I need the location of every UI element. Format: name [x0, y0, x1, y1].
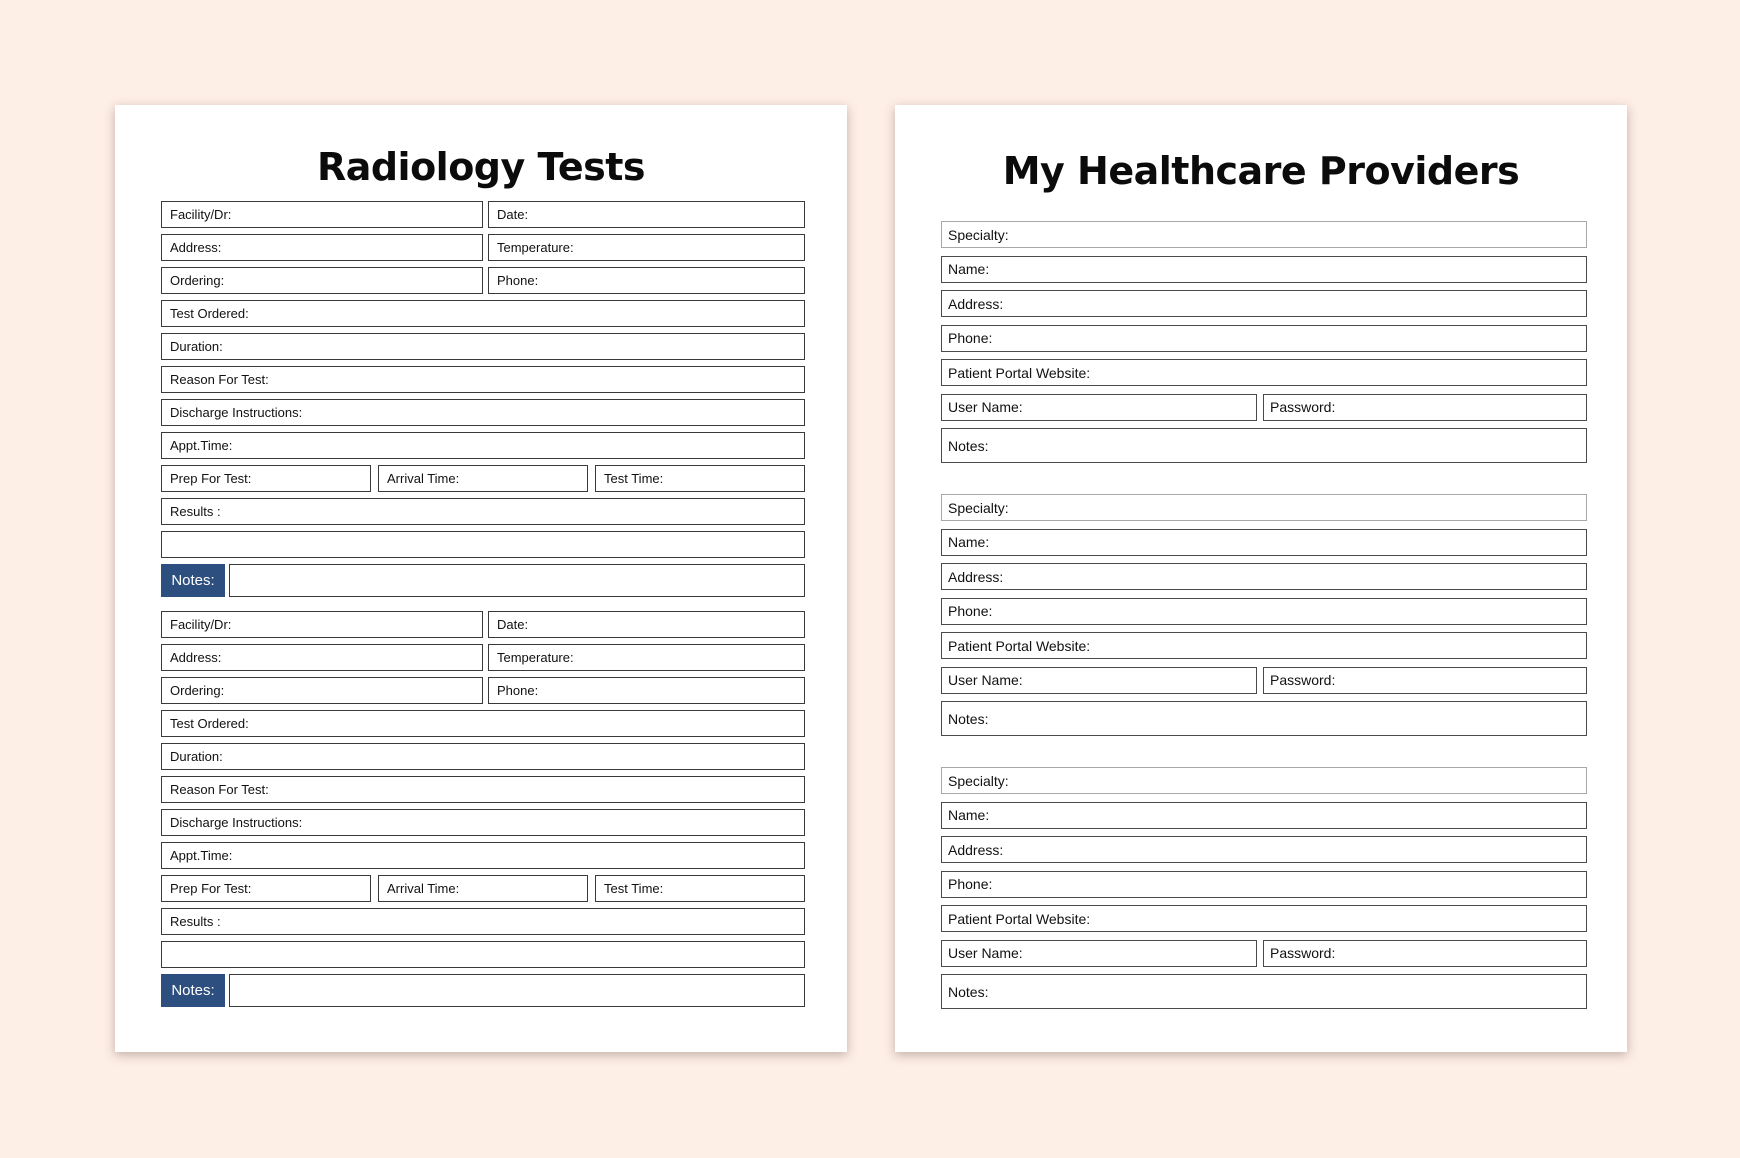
specialty-field[interactable]: Specialty:	[941, 767, 1587, 794]
test-ordered-field[interactable]: Test Ordered:	[161, 300, 805, 327]
arrival-field[interactable]: Arrival Time:	[378, 465, 588, 492]
page-title: Radiology Tests	[316, 145, 646, 189]
address-field[interactable]: Address:	[161, 644, 483, 671]
address-field[interactable]: Address:	[941, 290, 1587, 317]
test-time-field[interactable]: Test Time:	[595, 875, 805, 902]
page-title: My Healthcare Providers	[1002, 149, 1520, 193]
temperature-field[interactable]: Temperature:	[488, 234, 805, 261]
healthcare-providers-page	[895, 105, 1627, 1052]
duration-field[interactable]: Duration:	[161, 743, 805, 770]
prep-field[interactable]: Prep For Test:	[161, 465, 371, 492]
radiology-tests-page	[115, 105, 847, 1052]
prep-field[interactable]: Prep For Test:	[161, 875, 371, 902]
name-field[interactable]: Name:	[941, 529, 1587, 556]
notes-field[interactable]: Notes:	[941, 974, 1587, 1009]
ordering-field[interactable]: Ordering:	[161, 267, 483, 294]
address-field[interactable]: Address:	[941, 836, 1587, 863]
phone-field[interactable]: Phone:	[488, 267, 805, 294]
reason-field[interactable]: Reason For Test:	[161, 366, 805, 393]
facility-field[interactable]: Facility/Dr:	[161, 201, 483, 228]
notes-field[interactable]: Notes:	[941, 701, 1587, 736]
notes-label-badge: Notes:	[161, 974, 225, 1007]
reason-field[interactable]: Reason For Test:	[161, 776, 805, 803]
notes-field[interactable]	[229, 564, 805, 597]
name-field[interactable]: Name:	[941, 802, 1587, 829]
results-field[interactable]: Results :	[161, 908, 805, 935]
portal-field[interactable]: Patient Portal Website:	[941, 905, 1587, 932]
date-field[interactable]: Date:	[488, 611, 805, 638]
phone-field[interactable]: Phone:	[488, 677, 805, 704]
discharge-field[interactable]: Discharge Instructions:	[161, 809, 805, 836]
notes-label-badge: Notes:	[161, 564, 225, 597]
portal-field[interactable]: Patient Portal Website:	[941, 359, 1587, 386]
password-field[interactable]: Password:	[1263, 394, 1587, 421]
username-field[interactable]: User Name:	[941, 667, 1257, 694]
notes-field[interactable]: Notes:	[941, 428, 1587, 463]
test-time-field[interactable]: Test Time:	[595, 465, 805, 492]
portal-field[interactable]: Patient Portal Website:	[941, 632, 1587, 659]
specialty-field[interactable]: Specialty:	[941, 221, 1587, 248]
phone-field[interactable]: Phone:	[941, 871, 1587, 898]
results-extra-line[interactable]	[161, 941, 805, 968]
test-ordered-field[interactable]: Test Ordered:	[161, 710, 805, 737]
password-field[interactable]: Password:	[1263, 667, 1587, 694]
phone-field[interactable]: Phone:	[941, 598, 1587, 625]
name-field[interactable]: Name:	[941, 256, 1587, 283]
date-field[interactable]: Date:	[488, 201, 805, 228]
results-field[interactable]: Results :	[161, 498, 805, 525]
facility-field[interactable]: Facility/Dr:	[161, 611, 483, 638]
ordering-field[interactable]: Ordering:	[161, 677, 483, 704]
appt-time-field[interactable]: Appt.Time:	[161, 432, 805, 459]
temperature-field[interactable]: Temperature:	[488, 644, 805, 671]
username-field[interactable]: User Name:	[941, 940, 1257, 967]
notes-field[interactable]	[229, 974, 805, 1007]
username-field[interactable]: User Name:	[941, 394, 1257, 421]
discharge-field[interactable]: Discharge Instructions:	[161, 399, 805, 426]
address-field[interactable]: Address:	[161, 234, 483, 261]
results-extra-line[interactable]	[161, 531, 805, 558]
password-field[interactable]: Password:	[1263, 940, 1587, 967]
address-field[interactable]: Address:	[941, 563, 1587, 590]
arrival-field[interactable]: Arrival Time:	[378, 875, 588, 902]
specialty-field[interactable]: Specialty:	[941, 494, 1587, 521]
phone-field[interactable]: Phone:	[941, 325, 1587, 352]
duration-field[interactable]: Duration:	[161, 333, 805, 360]
appt-time-field[interactable]: Appt.Time:	[161, 842, 805, 869]
